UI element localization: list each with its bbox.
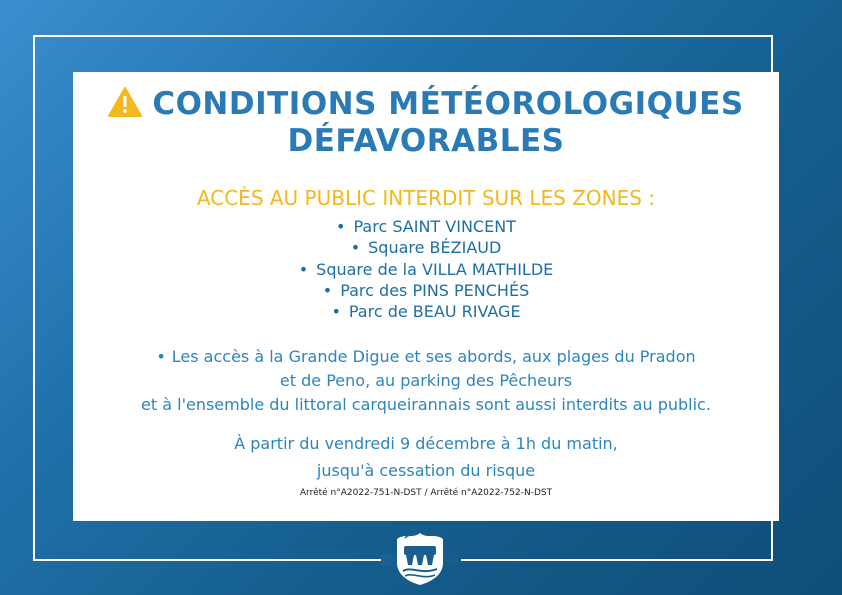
zone-list (73, 216, 779, 322)
reference-text: Arrêté n°A2022-751-N-DST / Arrêté n°A2022-752-N-DST (299, 488, 553, 498)
town-crest-logo (391, 529, 449, 587)
bullet: • (298, 259, 309, 279)
bullet: • (336, 217, 346, 236)
access-line-1: Les accès à la Grande Digue et ses abords, aux plages du Pradon (171, 347, 696, 366)
list-item (73, 259, 779, 280)
zone-label: Parc de BEAU RIVAGE (348, 302, 521, 322)
list-item (73, 216, 779, 237)
date-line-2: jusqu'à cessation du risque (316, 461, 536, 480)
list-item (73, 301, 779, 322)
page-title (73, 86, 779, 160)
access-line-3: et à l'ensemble du littoral carqueirannais sont aussi interdits au public. (141, 395, 711, 414)
warning-icon (108, 87, 142, 117)
zone-label: Parc SAINT VINCENT (353, 217, 516, 236)
bullet: • (331, 302, 341, 322)
date-paragraph (73, 430, 779, 484)
notice-card (73, 72, 779, 521)
list-item (73, 237, 779, 258)
access-line-2: et de Peno, au parking des Pêcheurs (279, 371, 573, 390)
subtitle: ACCÈS AU PUBLIC INTERDIT SUR LES ZONES : (196, 186, 656, 210)
zone-label: Parc des PINS PENCHÉS (340, 280, 530, 300)
zone-label: Square de la VILLA MATHILDE (316, 259, 554, 279)
list-item (73, 280, 779, 301)
title-block (73, 86, 779, 160)
access-paragraph (73, 345, 779, 417)
zone-label: Square BÉZIAUD (368, 238, 502, 258)
bullet: • (156, 347, 166, 366)
title-line-1: CONDITIONS MÉTÉOROLOGIQUES (152, 86, 744, 122)
bullet: • (322, 280, 333, 300)
title-line-2: DÉFAVORABLES (287, 123, 565, 159)
date-line-1: À partir du vendredi 9 décembre à 1h du matin, (234, 434, 618, 453)
bullet: • (350, 238, 361, 258)
